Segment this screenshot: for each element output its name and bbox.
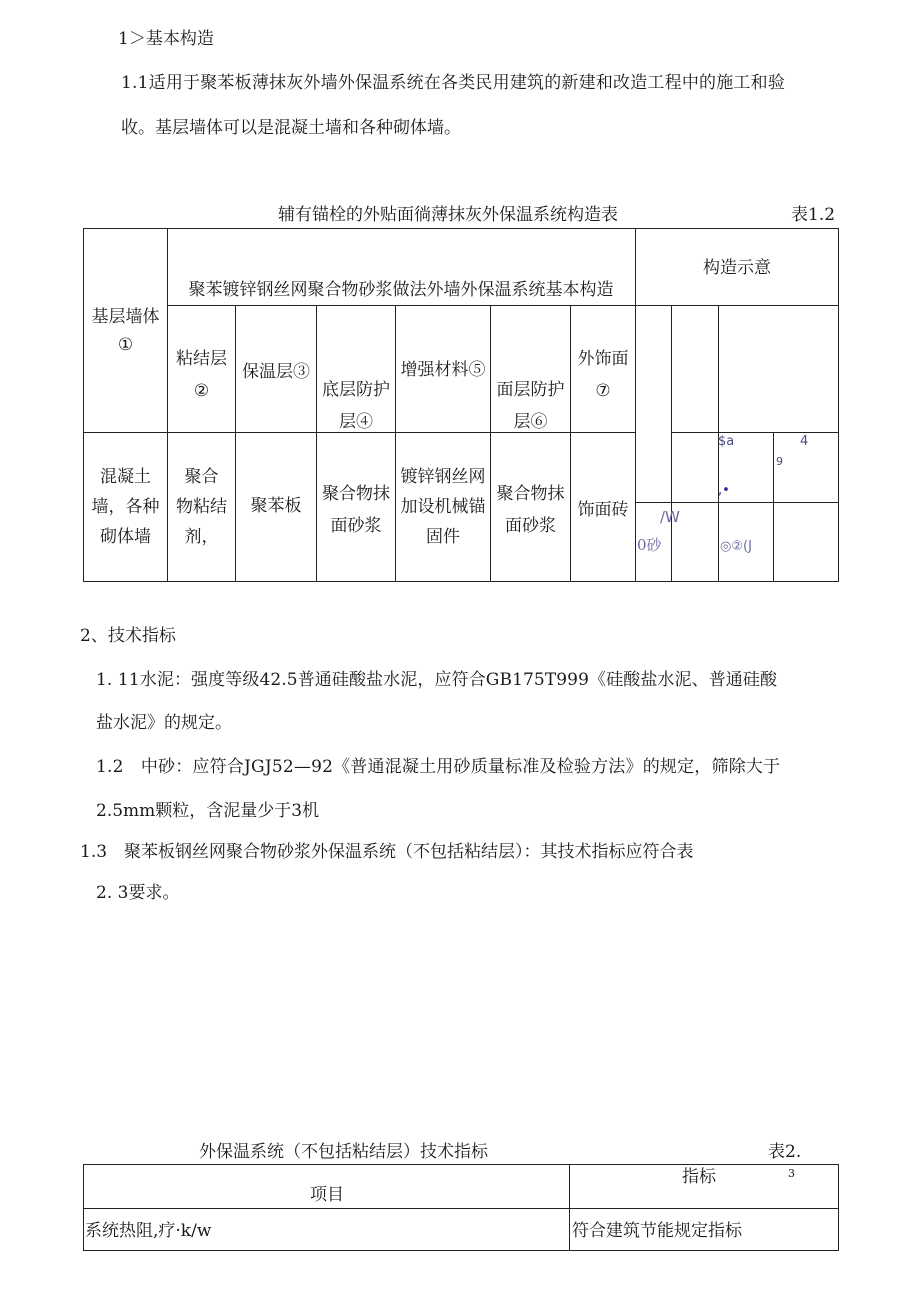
- table1-cell-insulation: 聚苯板: [250, 496, 302, 516]
- table1-caption: 辅有锚栓的外贴面徜薄抹灰外保温系统构造表: [278, 205, 618, 225]
- table2-row-index: 符合建筑节能规定指标: [572, 1221, 742, 1241]
- table1-header-base-wall: 基层墙体 ①: [91, 307, 160, 355]
- table1-header-span: 聚苯镀锌钢丝网聚合物砂浆做法外墙外保温系统基本构造: [188, 280, 614, 300]
- diagram-mark: 4: [800, 434, 809, 449]
- paragraph-line: 1.3 聚苯板钢丝网聚合物砂浆外保温系统（不包括粘结层）：其技术指标应符合表: [80, 842, 694, 862]
- table1-row-base-wall: 混凝土 墙，各种 砌体墙: [91, 467, 160, 547]
- table2-row-item: 系统热阻,疗·k/w: [85, 1221, 212, 1241]
- table1-layer-finish: 外饰面 ⑦: [577, 349, 629, 401]
- diagram-mark: 9: [776, 455, 783, 468]
- diagram-mark: $a: [718, 434, 735, 449]
- table2-number-superscript: 3: [788, 1167, 795, 1180]
- table1-cell-reinforce: 镀锌钢丝网 加设机械锚 固件: [400, 467, 486, 547]
- diagram-mark: ◎②(J: [720, 539, 752, 554]
- paragraph-line: 收。基层墙体可以是混凝土墙和各种砌体墙。: [121, 118, 461, 138]
- paragraph-line: 盐水泥》的规定。: [96, 713, 232, 733]
- table1-cell-adhesive: 聚合 物粘结 剂，: [176, 467, 227, 547]
- table2-header-index: 指标: [682, 1167, 716, 1187]
- paragraph-line: 1.2 中砂：应符合JGJ52—92《普通混凝土用砂质量标准及检验方法》的规定，筛除大于: [96, 757, 781, 777]
- diagram-mark: /W: [660, 508, 680, 526]
- paragraph-line: 1.1适用于聚苯板薄抹灰外墙外保温系统在各类民用建筑的新建和改造工程中的施工和验: [121, 73, 786, 93]
- table1-cell-face-protect: 聚合物抹 面砂浆: [496, 484, 565, 536]
- table2-caption: 外保温系统（不包括粘结层）技术指标: [199, 1142, 488, 1162]
- paragraph-line: 1. 11水泥：强度等级42.5普通硅酸盐水泥，应符合GB175T999《硅酸盐水泥、普通硅酸: [96, 670, 778, 690]
- table1-layer-adhesive: 粘结层 ②: [176, 349, 227, 401]
- table1-cell-finish: 饰面砖: [577, 500, 629, 520]
- table2-header-item: 项目: [310, 1185, 344, 1205]
- paragraph-line: 2.5mm颗粒，含泥量少于3机: [96, 801, 320, 821]
- section-heading-basic-structure: 1＞基本构造: [118, 29, 214, 49]
- paragraph-line: 2. 3要求。: [96, 883, 180, 903]
- section-heading-tech-index: 2、技术指标: [80, 626, 176, 646]
- table1-cell-base-protect: 聚合物抹 面砂浆: [322, 484, 390, 536]
- table1-header-diagram: 构造示意: [703, 258, 771, 278]
- diagram-mark: ,•: [718, 483, 730, 498]
- diagram-mark: 0砂: [637, 536, 662, 554]
- table1-layer-base-protect: 底层防护 层④: [322, 380, 390, 432]
- table1-layer-face-protect: 面层防护 层⑥: [496, 380, 565, 432]
- table1-layer-insulation: 保温层③: [242, 362, 310, 382]
- table2-number: 表2.: [768, 1142, 802, 1162]
- table1-number: 表1.2: [791, 205, 836, 225]
- table1-layer-reinforce: 增强材料⑤: [400, 360, 486, 380]
